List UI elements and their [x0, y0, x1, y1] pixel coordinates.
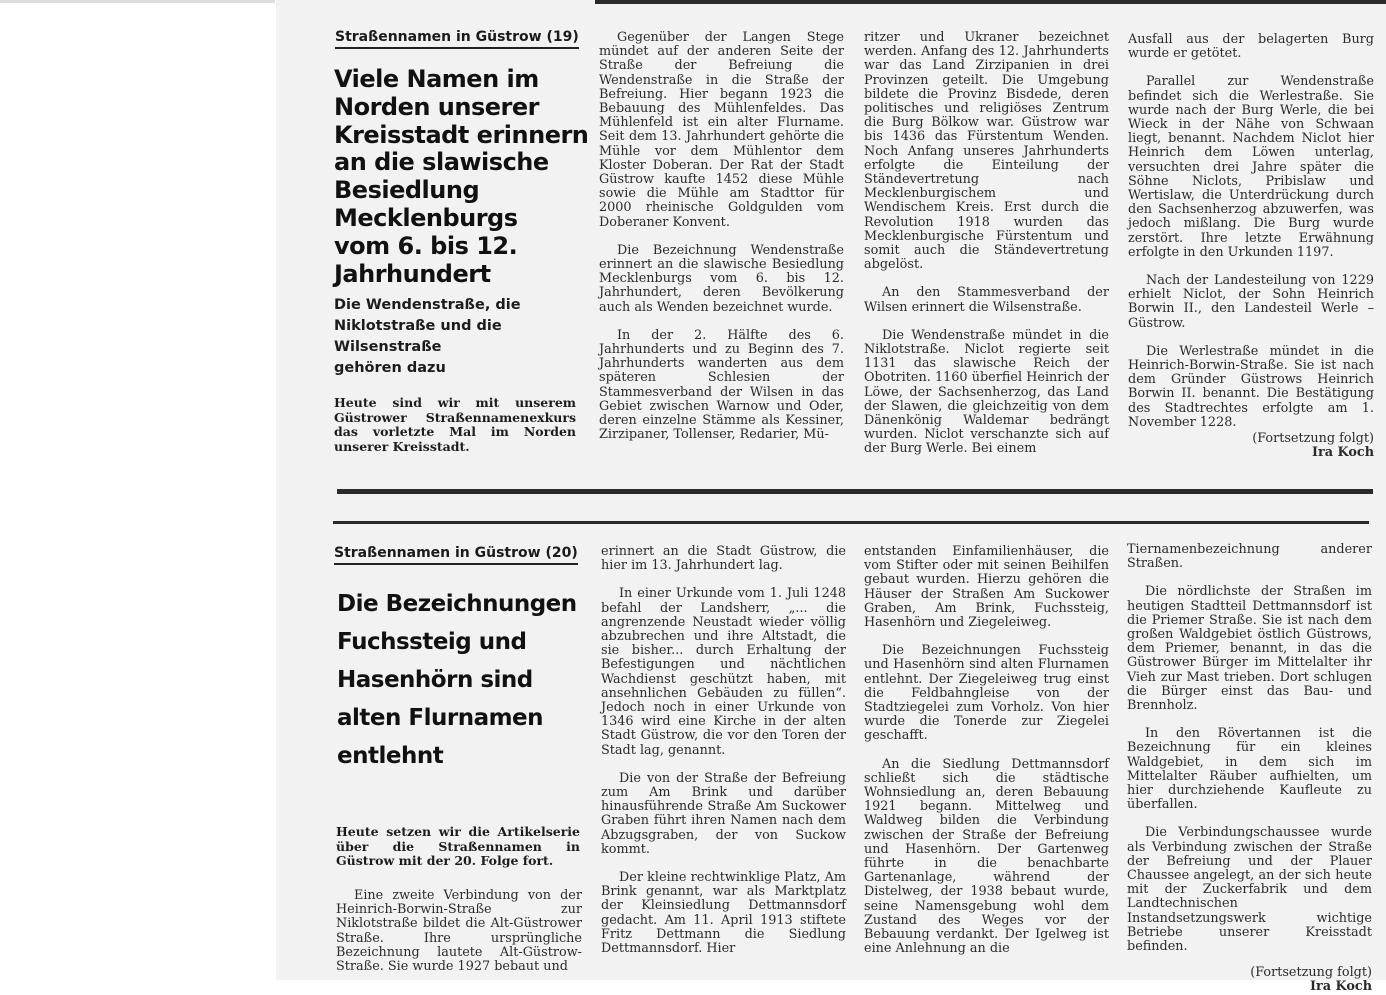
article2-column-2	[864, 545, 1109, 980]
paragraph: Die von der Straße der Befreiung zum Am Brink und darüber hinausführende Straße Am Suckower Graben führt ihren Namen nach dem Abzugsgraben, der von Suckow kommt.	[601, 770, 846, 857]
article2-column-3	[1127, 542, 1372, 995]
paragraph: In der 2. Hälfte des 6. Jahrhunderts und zu Beginn des 7. Jahrhunderts wanderten aus dem späteren Schlesien der Stammesverband der Wilsen in das Gebiet zwischen Warnow und Oder, deren einzelne Stämme als Kessiner, Zirzipaner, Tollenser, Redarier, Mü-	[599, 327, 844, 443]
headline-line: Besiedlung	[334, 176, 480, 205]
paragraph: Eine zweite Verbindung von der Heinrich-Borwin-Straße zur Niklotstraße bildet die Alt-Güstrower Straße. Ihre ursprüngliche Bezeichnung lautete Alt-Güstrow-Straße. Sie wurde 1927 bebaut und	[336, 888, 582, 975]
subhead-line: gehören dazu	[334, 360, 446, 376]
headline-line: Hasenhörn sind	[337, 667, 533, 693]
paragraph: Gegenüber der Langen Stege mündet auf der anderen Seite der Straße der Befreiung die Wendenstraße in die Straße der Befreiung. Hier begann 1923 die Bebauung des Mühlenfeldes. Das Mühlenfeld ist ein alter Flurname. Seit dem 13. Jahrhundert gehörte die Mühle vor dem Mühlentor dem Kloster Doberan. Der Rat der Stadt Güstrow kaufte 1452 diese Mühle sowie die Mühle am Stadttor für 2000 rheinische Goldgulden vom Doberaner Konvent.	[599, 30, 844, 230]
article2-headline	[337, 585, 597, 775]
article1-column-3	[1128, 33, 1374, 459]
paragraph: Die Wendenstraße mündet in die Niklotstraße. Niclot regierte seit 1131 das slawische Reich der Obotriten. 1160 überfiel Heinrich der Löwe, der Sachsenherzog, das Land der Slawen, die gleichzeitig von dem Dänenkönig Waldemar bedrängt wurden. Niclot verschanzte sich auf der Burg Werle. Bei einem	[864, 327, 1109, 457]
headline-line: Kreisstadt erinnern	[334, 120, 589, 149]
author-name: Ira Koch	[1310, 979, 1372, 995]
subhead-line: Niklotstraße und die	[334, 318, 502, 334]
paragraph: Die Verbindungschaussee wurde als Verbindung zwischen der Straße der Befreiung und der Plauer Chaussee angelegt, an der sich heute mit der Zuckerfabrik und dem Landtechnischen Instandsetzungswerk wichtige Betriebe unserer Kreisstadt befinden.	[1127, 825, 1372, 955]
article2-column-1	[601, 545, 846, 980]
paragraph: Die Bezeichnungen Fuchssteig und Hasenhörn sind alten Flurnamen entlehnt. Der Ziegeleiweg trug einst die Feldbahngleise von der Stadtziegelei zum Vorholz. Von hier wurde die Tonerde zur Ziegelei geschafft.	[864, 643, 1109, 744]
paragraph: An die Siedlung Dettmannsdorf schließt sich die städtische Wohnsiedlung an, deren Bebauung 1921 begann. Mittelweg und Waldweg bilden die Verbindung zwischen der Straße der Befreiung und Hasenhörn. Der Gartenweg führte in die benachbarte Gartenanlage, während der Distelweg, der 1938 bebaut wurde, seine Namensgebung wohl dem Zustand des Weges vor der Bebauung verdankt. Der Igelweg ist eine Anlehnung an die	[864, 756, 1109, 957]
headline-line: Mecklenburgs	[334, 203, 518, 232]
article1-subhead	[334, 295, 584, 379]
headline-line: Norden unserer	[334, 92, 539, 121]
article1-column-2	[864, 31, 1109, 457]
headline-line: vom 6. bis 12.	[334, 231, 518, 260]
paragraph: ritzer und Ukraner bezeichnet werden. Anfang des 12. Jahrhunderts war das Land Zirzipanien in drei Provinzen geteilt. Die Umgebung bildete die Provinz Bisdede, deren politisches und religiöses Zentrum die Burg Bölkow war. Güstrow war bis 1436 das Fürstentum Wenden. Noch Anfang unseres Jahrhunderts erfolgte die Einteilung der Ständevertretung nach Mecklenburgischem und Wendischem Kreis. Erst durch die Revolution 1918 wurden das Mecklenburgische Fürstentum und somit auch die Ständevertretung abgelöst.	[864, 30, 1109, 273]
paragraph: Ausfall aus der belagerten Burg wurde er getötet.	[1128, 32, 1374, 62]
article-separator-rule	[337, 489, 1373, 494]
byline	[1127, 980, 1372, 994]
article1-lead: Heute sind wir mit unserem Güstrower Straßennamenexkurs das vorletzte Mal im Norden unserer Kreisstadt.	[334, 395, 576, 454]
paragraph: Tiernamenbezeichnung anderer Straßen.	[1127, 542, 1372, 572]
article2-lead: Heute setzen wir die Artikelserie über die Straßennamen in Güstrow mit der 20. Folge fort.	[336, 824, 580, 868]
subhead-line: Wilsenstraße	[334, 339, 442, 355]
paragraph: Nach der Landesteilung von 1229 erhielt Niclot, der Sohn Heinrich Borwin II., den Landesteil Werle – Güstrow.	[1128, 273, 1374, 331]
article1-headline	[334, 66, 594, 288]
article2-kicker: Straßennamen in Güstrow (20)	[334, 545, 578, 565]
paragraph: erinnert an die Stadt Güstrow, die hier im 13. Jahrhundert lag.	[601, 544, 846, 574]
headline-line: an die slawische	[334, 148, 549, 177]
paragraph: Die Bezeichnung Wendenstraße erinnert an die slawische Besiedlung Mecklenburgs vom 6. bis 12. Jahrhundert, deren Bevölkerung auch als Wenden bezeichnet wurde.	[599, 242, 844, 315]
article2-column-0	[336, 889, 582, 980]
paragraph: Die Werlestraße mündet in die Heinrich-Borwin-Straße. Sie ist nach dem Gründer Güstrows Heinrich Borwin II. benannt. Die Bestätigung des Stadtrechtes erfolgte am 1. November 1228.	[1128, 343, 1374, 430]
author-name: Ira Koch	[1312, 445, 1374, 461]
headline-line: Fuchssteig und	[337, 629, 527, 655]
paragraph: entstanden Einfamilienhäuser, die vom Stifter oder mit seinen Beihilfen gebaut wurden. Hierzu gehören die Häuser der Straßen Am Suckower Graben, Am Brink, Fuchssteig, Hasenhörn und Ziegeleiweg.	[864, 544, 1109, 631]
article1-column-1	[599, 31, 844, 457]
paragraph: Der kleine rechtwinklige Platz, Am Brink genannt, war als Marktplatz der Kleinsiedlung Dettmannsdorf gedacht. Am 11. April 1913 stiftete Fritz Dettmann die Siedlung Dettmannsdorf. Hier	[601, 870, 846, 957]
article1-kicker: Straßennamen in Güstrow (19)	[335, 29, 579, 49]
continuation-note: (Fortsetzung folgt)	[1250, 965, 1372, 981]
paragraph: An den Stammesverband der Wilsen erinnert die Wilsenstraße.	[864, 285, 1109, 315]
paragraph: Parallel zur Wendenstraße befindet sich die Werlestraße. Sie wurde nach der Burg Werle, die bei Wieck in der Nähe von Schwaan liegt, benannt. Nachdem Niclot hier Heinrich dem Löwen unterlag, versuchten drei Jahre später die Söhne Niclots, Pribislaw und Wertislaw, die Unterdrückung durch den Sachsenherzog abzuwerfen, was jedoch mißlang. Die Burg wurde zerstört. Ihre letzte Erwähnung erfolgte in den Urkunden 1197.	[1128, 74, 1374, 260]
paragraph: In einer Urkunde vom 1. Juli 1248 befahl der Landsherr, „... die angrenzende Neustadt wieder völlig abzubrechen und ihre Altstadt, die sie bisher... durch Erhaltung der Befestigungen und nächtlichen Wachdienst geschützt haben, mit ansehnlichen Gebäuden zu füllen“. Jedoch noch in einer Urkunde von 1346 wird eine Kirche in der alten Stadt Güstrow, die vor den Toren der Stadt lag, genannt.	[601, 586, 846, 758]
article-separator-rule-thin	[333, 521, 1369, 524]
headline-line: Jahrhundert	[334, 259, 491, 288]
headline-line: alten Flurnamen	[337, 705, 544, 731]
headline-line: entlehnt	[337, 743, 444, 769]
top-rule	[595, 0, 1386, 4]
left-edge-strip	[0, 0, 275, 3]
subhead-line: Die Wendenstraße, die	[334, 297, 521, 313]
byline	[1128, 446, 1374, 460]
headline-line: Viele Namen im	[334, 65, 539, 93]
paragraph: In den Rövertannen ist die Bezeichnung für ein kleines Waldgebiet, in dem sich im Mittelalter Räuber aufhielten, um hier durchziehende Kaufleute zu überfallen.	[1127, 726, 1372, 813]
continuation-note: (Fortsetzung folgt)	[1252, 431, 1374, 447]
headline-line: Die Bezeichnungen	[337, 591, 577, 617]
paragraph: Die nördlichste der Straßen im heutigen Stadtteil Dettmannsdorf ist die Priemer Straße. Sie ist nach dem großen Waldgebiet östlich Güstrows, dem Priemer, benannt, in das die Güstrower Bürger im Mittelalter ihr Vieh zur Mast trieben. Dort schlugen die Bürger einst das Bau- und Brennholz.	[1127, 584, 1372, 714]
